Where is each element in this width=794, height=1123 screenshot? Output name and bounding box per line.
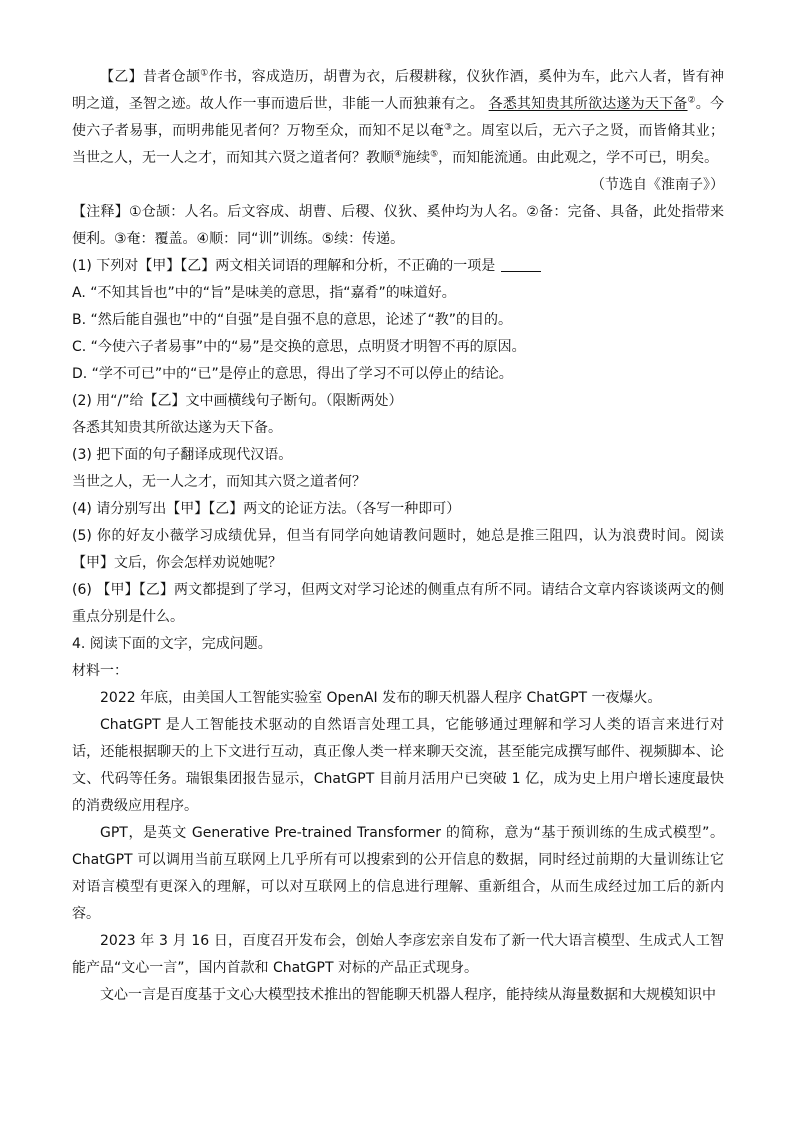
passage-text: 施续 — [402, 150, 431, 166]
passage-text: ，而知能流通。由此观之，学不可已，明矣。 — [438, 150, 719, 166]
footnote-marker: ③ — [444, 122, 453, 133]
option-b: B. “然后能自强也”中的“自强”是自强不息的意思，论述了“教”的目的。 — [72, 312, 513, 328]
passage-text: 【乙】昔者仓颉 — [100, 69, 201, 85]
material-label: 材料一： — [72, 663, 128, 679]
passage-source: （节选自《淮南子》） — [591, 177, 724, 193]
material-paragraph: 文心一言是百度基于文心大模型技术推出的智能聊天机器人程序，能持续从海量数据和大规模知识中 — [100, 987, 716, 1003]
question-1 — [72, 253, 724, 280]
passage-text: 之。周室以后，无六子之贤，而皆脩其业；当世之人，无一人之才，而知其六贤之道者何？教顺 — [72, 123, 725, 166]
question-4: (4) 请分别写出【甲】【乙】两文的论证方法。（各写一种即可） — [72, 501, 461, 517]
footnote-marker: ① — [200, 68, 209, 79]
question-2: (2) 用“/”给【乙】文中画横线句子断句。（限断两处） — [72, 393, 403, 409]
material-paragraph: 2022 年底，由美国人工智能实验室 OpenAI 发布的聊天机器人程序 ChatGPT 一夜爆火。 — [100, 690, 662, 706]
question-2-sentence: 各悉其知贵其所欲达遂为天下备。 — [72, 420, 282, 436]
underlined-sentence: 各悉其知贵其所欲达遂为天下备 — [488, 96, 688, 112]
passage-yi — [72, 64, 724, 172]
material-paragraph: ChatGPT 是人工智能技术驱动的自然语言处理工具，它能够通过理解和学习人类的语言来进行对话，还能根据聊天的上下文进行互动，真正像人类一样来聊天交流，甚至能完成撰写邮件、视频脚本、论文、代码等任务。瑞银集团报告显示，ChatGPT 目前月活用户已突破 1 亿，成为史上用户增长速度最快的消费级应用程序。 — [72, 717, 724, 814]
footnote-marker: ② — [687, 95, 696, 106]
option-c: C. “今使六子者易事”中的“易”是交换的意思，点明贤才明智不再的原因。 — [72, 339, 526, 355]
section-4-heading: 4. 阅读下面的文字，完成问题。 — [72, 636, 272, 652]
annotation-notes: 【注释】①仓颉：人名。后文容成、胡曹、后稷、仪狄、奚仲均为人名。②备：完备、具备，此处指带来便利。③奄：覆盖。④顺：同“训”训练。⑤续：传递。 — [72, 204, 724, 247]
passage-text: 作书，容成造历，胡曹为衣，后稷耕稼，仪狄作酒，奚仲为车，此六人者，皆有神明之道，圣智之迹。故人作一事而遗后世，非能一人而独兼有之。 — [72, 69, 725, 112]
question-6: (6) 【甲】【乙】两文都提到了学习，但两文对学习论述的侧重点有所不同。请结合文章内容谈谈两文的侧重点分别是什么。 — [72, 582, 724, 625]
option-a: A. “不知其旨也”中的“旨”是味美的意思，指“嘉肴”的味道好。 — [72, 285, 456, 301]
answer-blank[interactable] — [501, 257, 541, 272]
passage-text: 。今使六子者易事，而明弗能见者何？万物至众，而知不足以奄 — [72, 96, 725, 139]
footnote-marker: ⑤ — [430, 149, 439, 160]
question-text: (1) 下列对【甲】【乙】两文相关词语的理解和分析，不正确的一项是 — [72, 258, 496, 274]
footnote-marker: ④ — [394, 149, 403, 160]
document-page — [72, 64, 724, 1009]
question-5: (5) 你的好友小薇学习成绩优异，但当有同学向她请教问题时，她总是推三阻四，认为浪费时间。阅读【甲】文后，你会怎样劝说她呢？ — [72, 528, 724, 571]
question-3-sentence: 当世之人，无一人之才，而知其六贤之道者何？ — [72, 474, 366, 490]
option-d: D. “学不可已”中的“已”是停止的意思，得出了学习不可以停止的结论。 — [72, 366, 513, 382]
material-paragraph: GPT，是英文 Generative Pre-trained Transformer 的简称，意为“基于预训练的生成式模型”。ChatGPT 可以调用当前互联网上几乎所有可以搜索到的公开信息的数据，同时经过前期的大量训练让它对语言模型有更深入的理解，可以对互联网上的信息进行理解、重新组合，从而生成经过加工后的新内容。 — [72, 825, 724, 922]
question-3: (3) 把下面的句子翻译成现代汉语。 — [72, 447, 293, 463]
material-paragraph: 2023 年 3 月 16 日，百度召开发布会，创始人李彦宏亲自发布了新一代大语言模型、生成式人工智能产品“文心一言”，国内首款和 ChatGPT 对标的产品正式现身。 — [72, 933, 724, 976]
